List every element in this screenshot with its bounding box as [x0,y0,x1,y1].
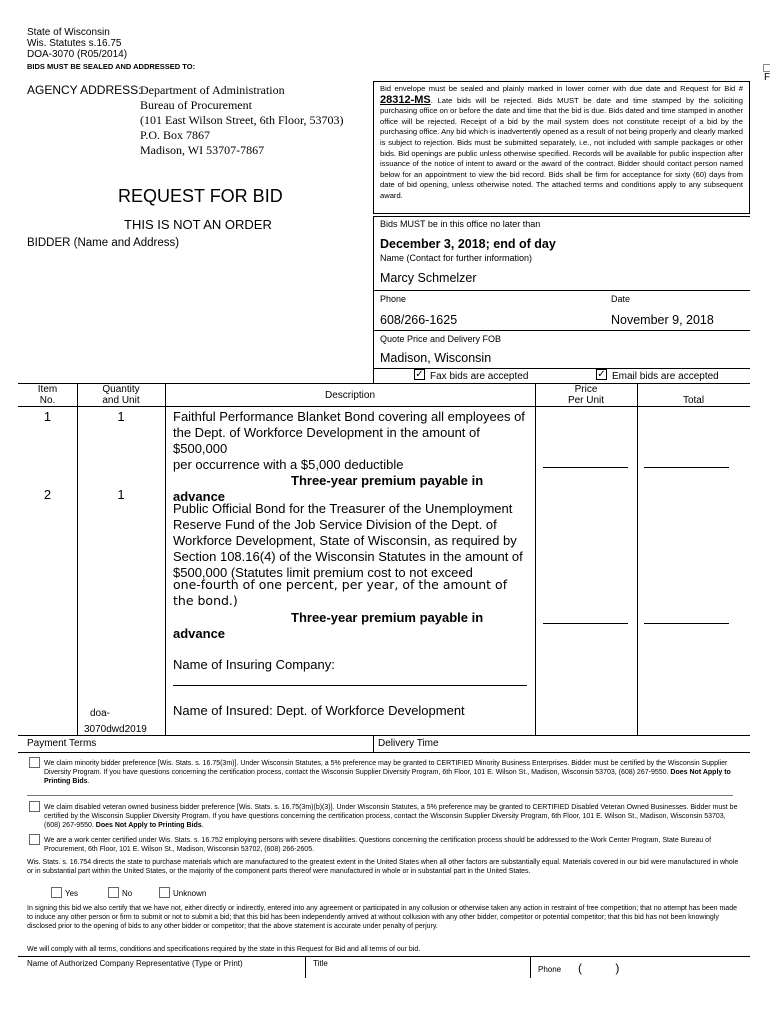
bidder-label: BIDDER (Name and Address) [27,237,180,249]
item-1-qty: 1 [117,409,125,424]
item-2-price-blank[interactable] [543,623,628,624]
email-checkbox[interactable]: ✓ [597,369,606,380]
item-2-total-blank[interactable] [644,623,729,624]
agency-line-2: Bureau of Procurement [140,98,252,112]
bid-number: 28312-MS [380,93,431,106]
edge-letter: F [764,72,770,83]
certification-text: In signing this bid we also certify that we have not, either directly or indirectly, entered into any agreement or participated in any collusion or otherwise taken any action in restraint of free competition; that no attempt has been made to induce any other person or firm to submit or not to submit a bid; that this bid has been independently arrived at without collusion with any other bidder, competitor or potential competitor; that this bid has not been knowingly disclosed prior to the opening of bids to any other bidder or competitor; that the above statement is accurate under penalty of perjury. [27,905,737,930]
item-2-qty: 1 [117,487,125,502]
statute-label: Wis. Statutes s.16.75 [27,38,122,49]
no-label: No [122,889,133,898]
due-label: Bids MUST be in this office no later than [380,219,541,229]
minority-text: We claim minority bidder preference [Wis. Stats. s. 16.75(3m)]. Under Wisconsin Statutes, a 5% preference may be granted to CERTIFIED Minority Business Enterprises. Bidder must be certified by the Wisconsin Supplier Diversity Program. If you have questions concerning the certification process, contact the Wisconsin Supplier Diversity Program, 6th Floor, 101 E. Wilson St., Madison, Wisconsin 53703, (608) 267-9550. Does Not Apply to Printing Bids. [44,760,731,785]
minority-checkbox[interactable] [29,757,40,768]
edge-box [763,64,770,72]
payment-terms-label: Payment Terms [27,738,97,749]
contact-value: Marcy Schmelzer [380,271,477,285]
title-label: Title [313,959,328,968]
veteran-checkbox[interactable] [29,801,40,812]
item-2-description-cont: one-fourth of one percent, per year, of the amount of the bond.) [173,577,508,608]
header-item: Item No. [37,384,58,406]
item-2-premium: Three-year premium payable in advance [173,610,484,641]
no-checkbox[interactable] [108,887,119,898]
unknown-checkbox[interactable] [159,887,170,898]
state-label: State of Wisconsin [27,27,110,38]
yes-label: Yes [65,889,79,898]
item-1-description: Faithful Performance Blanket Bond covering all employees of the Dept. of Workforce Development in the amount of $500,000 per occurrence with a $5,000 deductible Three-year premium payable in advance [173,409,525,504]
comply-text: We will comply with all terms, conditions and specifications required by the state in this Request for Bid and all terms of our bid. [27,946,421,953]
bids-sealed-note: BIDS MUST BE SEALED AND ADDRESSED TO: [27,62,196,71]
unknown-label: Unknown [173,889,207,898]
page-title: REQUEST FOR BID [118,186,283,206]
agency-line-4: P.O. Box 7867 [140,128,211,142]
date-value: November 9, 2018 [611,313,714,327]
sig-phone-label: Phone [538,965,562,974]
not-order-label: THIS IS NOT AN ORDER [124,217,272,232]
insuring-company-label: Name of Insuring Company: [173,657,335,672]
header-price: Price Per Unit [567,384,605,406]
work-center-checkbox[interactable] [29,834,40,845]
phone-label: Phone [380,294,407,304]
item-1-total-blank[interactable] [644,467,729,468]
item-2-description: Public Official Bond for the Treasurer of the Unemployment Reserve Fund of the Job Service Division of the Dept. of Workforce Development, State of Wisconsin, as required by Section 108.16(4) of the Wisconsin Statutes in the amount of $500,000 (Statutes limit premium cost to not exceed [173,501,523,580]
contact-label: Name (Contact for further information) [380,253,533,263]
header-total: Total [682,395,705,406]
form-number: DOA-3070 (R05/2014) [27,49,128,60]
envelope-instructions: Bid envelope must be sealed and plainly marked in lower corner with due date and Request for Bid # 28312-MS. Late bids will be rejected. Bids MUST be date and time stamped by the soliciting purchasing office on or before the date and time that the bid is due. Bids dated and time stamped in another office will be rejected. Receipt of a bid by the mail system does not constitute receipt of a bid by the purchasing office. Any bid which is inadvertently opened as a result of not being properly and clearly marked is subject to rejection. Bids must be submitted separately, i.e., not included with sample packages or other bids. Bid openings are public unless otherwise specified. Records will be available for public inspection after issuance of the notice of intent to award or the award of the contract. Bidder should contact person named below for an appointment to view the bid record. Bids shall be firm for acceptance for sixty (60) days from date of bid opening, unless otherwise noted. The attached terms and conditions apply to any subsequent award. [380,84,743,200]
fax-checkbox[interactable]: ✓ [415,369,424,380]
fax-label: Fax bids are accepted [430,371,529,382]
insuring-company-field[interactable] [173,685,527,686]
header-description: Description [324,390,376,401]
work-center-text: We are a work center certified under Wis. Stats. s. 16.752 employing persons with severe disabilities. Questions concerning the certification process should be addressed to the Work Center Program, State Bureau of Procurement, 6th Floor, 101 E. Wilson St., Madison, Wisconsin 53702, (608) 266-2605. [44,837,712,853]
date-label: Date [611,294,631,304]
header-quantity: Quantity and Unit [102,384,140,406]
sig-phone-field[interactable]: ( ) [578,961,620,975]
agency-line-1: Department of Administration [140,83,285,97]
insured-label: Name of Insured: Dept. of Workforce Development [173,703,465,718]
item-2-no: 2 [43,487,52,502]
doc-code: doa- 3070dwd2019 [84,708,147,735]
fob-label: Quote Price and Delivery FOB [380,334,502,344]
agency-line-5: Madison, WI 53707-7867 [140,143,265,157]
rep-name-label: Name of Authorized Company Representative (Type or Print) [27,959,243,968]
delivery-time-label: Delivery Time [378,738,439,749]
veteran-text: We claim disabled veteran owned business bidder preference [Wis. Stats. s. 16.75(3m)(b)(3)]. Under Wisconsin Statutes, a 5% preference may be granted to CERTIFIED Disabled Veteran Owned Businesses. Bidder must be certified by the Wisconsin Supplier Diversity Program. If you have questions concerning the certification process, contact the Wisconsin Supplier Diversity Program, 6th Floor, 101 E. Wilson St., Madison, Wisconsin 53703, (608) 267-9550. Does Not Apply to Printing Bids. [44,804,738,829]
form-header [27,27,127,60]
due-value: December 3, 2018; end of day [380,237,556,251]
agency-line-3: (101 East Wilson Street, 6th Floor, 53703) [140,113,344,127]
yes-checkbox[interactable] [51,887,62,898]
email-label: Email bids are accepted [612,371,719,382]
agency-address [140,83,343,158]
statute-754-text: Wis. Stats. s. 16.754 directs the state to purchase materials which are manufactured to the greatest extent in the United States when all other factors are substantially equal. Materials covered in our bid were manufactured in whole or in substantial part within the United States, or the majority of the component parts thereof were manufactured in whole or in substantial part in the United States. [27,859,739,875]
phone-value: 608/266-1625 [380,313,458,327]
item-1-price-blank[interactable] [543,467,628,468]
fob-value: Madison, Wisconsin [380,351,492,365]
item-1-no: 1 [43,409,52,424]
agency-label: AGENCY ADDRESS: [27,83,142,97]
